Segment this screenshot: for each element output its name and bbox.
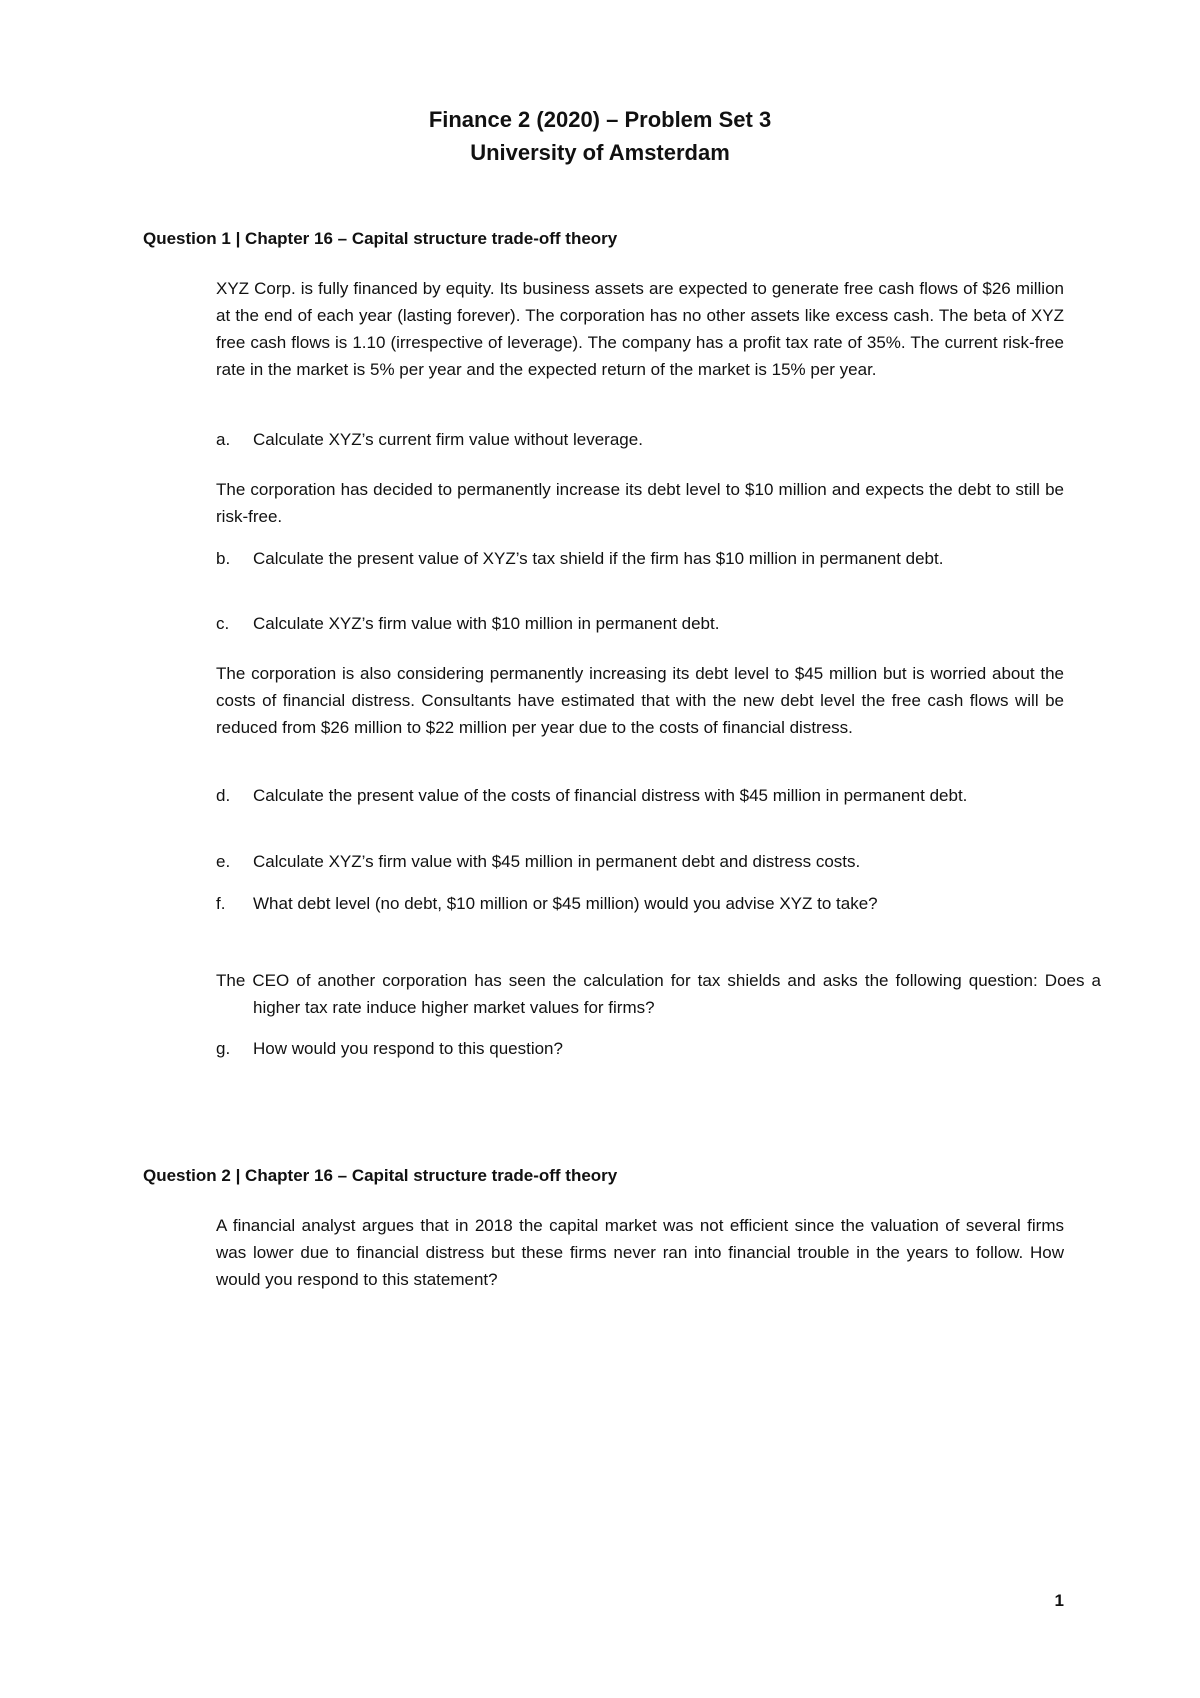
- item-text: How would you respond to this question?: [253, 1039, 563, 1058]
- item-text: What debt level (no debt, $10 million or $45 million) would you advise XYZ to take?: [253, 894, 878, 913]
- question-1-item-g: [216, 1035, 1064, 1062]
- question-1-item-a: [216, 426, 1064, 453]
- question-2-heading: Question 2 | Chapter 16 – Capital structure trade-off theory: [143, 1166, 618, 1185]
- item-letter: c.: [216, 614, 230, 633]
- question-1-debt-10-paragraph: The corporation has decided to permanently increase its debt level to $10 million and expects the debt to still be risk-free.: [216, 480, 1064, 526]
- question-1-intro: XYZ Corp. is fully financed by equity. Its business assets are expected to generate free cash flows of $26 million at the end of each year (lasting forever). The corporation has no other assets like excess cash. The beta of XYZ free cash flows is 1.10 (irrespective of leverage). The company has a profit tax rate of 35%. The current risk-free rate in the market is 5% per year and the expected return of the market is 15% per year.: [216, 279, 1064, 379]
- item-letter: g.: [216, 1039, 231, 1058]
- page-number: 1: [1054, 1591, 1064, 1610]
- question-1-debt-45-paragraph: The corporation is also considering permanently increasing its debt level to $45 million but is worried about the costs of financial distress. Consultants have estimated that with the new debt level the free cash flows will be reduced from $26 million to $22 million per year due to the costs of financial distress.: [216, 664, 1064, 737]
- question-1-item-f: [216, 890, 1064, 917]
- item-letter: b.: [216, 549, 231, 568]
- question-1-item-e: [216, 848, 1064, 875]
- item-letter: d.: [216, 786, 231, 805]
- question-1-heading: Question 1 | Chapter 16 – Capital structure trade-off theory: [143, 229, 618, 248]
- item-letter: a.: [216, 430, 231, 449]
- question-1-ceo-paragraph: The CEO of another corporation has seen the calculation for tax shields and asks the following question: Does a higher tax rate induce higher market values for firms?: [216, 971, 1101, 1017]
- question-1-item-c: [216, 610, 1064, 637]
- document-title: [0, 103, 1200, 169]
- question-2-body: A financial analyst argues that in 2018 the capital market was not efficient since the valuation of several firms was lower due to financial distress but these firms never ran into financial trouble in the years to follow. How would you respond to this statement?: [216, 1216, 1064, 1289]
- item-text: Calculate XYZ’s firm value with $10 million in permanent debt.: [253, 614, 720, 633]
- item-text: Calculate XYZ’s current firm value without leverage.: [253, 430, 643, 449]
- title-line-university: University of Amsterdam: [470, 140, 730, 165]
- item-text: Calculate XYZ’s firm value with $45 million in permanent debt and distress costs.: [253, 852, 861, 871]
- question-1-item-b: [216, 545, 1064, 572]
- title-line-course: Finance 2 (2020) – Problem Set 3: [428, 107, 772, 132]
- item-letter: e.: [216, 852, 231, 871]
- item-text: Calculate the present value of XYZ’s tax shield if the firm has $10 million in permanent debt.: [253, 549, 944, 568]
- item-text: Calculate the present value of the costs of financial distress with $45 million in permanent debt.: [253, 786, 968, 805]
- item-letter: f.: [216, 894, 226, 913]
- question-1-item-d: [216, 782, 1064, 809]
